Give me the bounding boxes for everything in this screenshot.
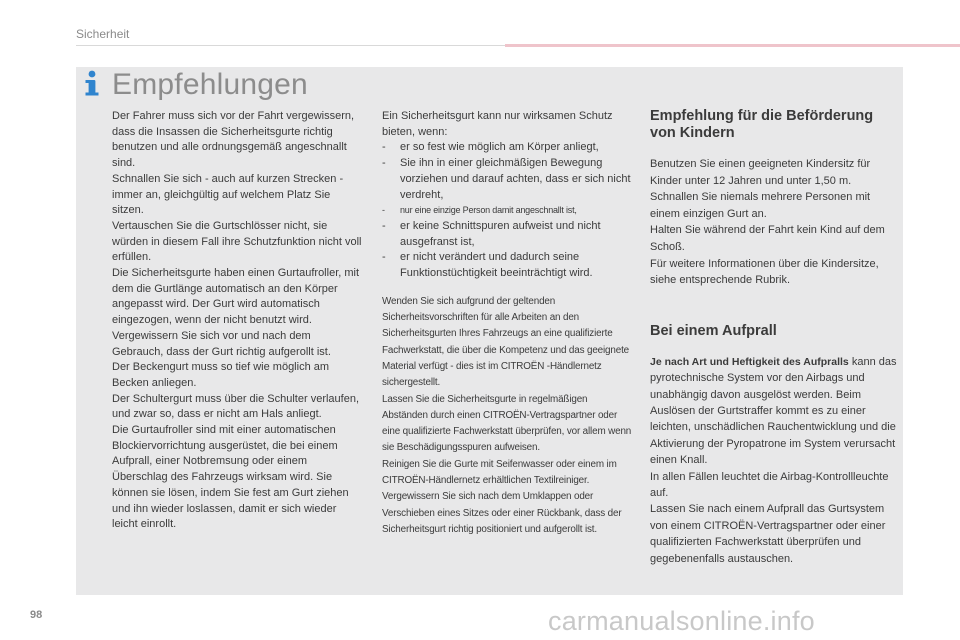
page-header-title: Sicherheit (76, 27, 130, 41)
column-children-impact (650, 108, 900, 567)
paragraph: Benutzen Sie einen geeigneten Kindersitz für Kinder unter 12 Jahren und unter 1,50 m. (650, 158, 871, 187)
paragraph: In allen Fällen leuchtet die Airbag-Kontrollleuchte auf. (650, 470, 889, 499)
children-text (650, 156, 900, 289)
paragraph: Schnallen Sie sich - auch auf kurzen Strecken - immer an, gleichgültig auf welchem Platz Sie sitzen. (112, 172, 344, 217)
watermark: carmanualsonline.info (548, 606, 815, 636)
paragraph: Wenden Sie sich aufgrund der geltenden Sicherheitsvorschriften für alle Arbeiten an den Sicherheitsgurten Ihres Fahrzeugs an eine qualifizierte Fachwerkstatt, die über die Kompetenz und das geeignete Material verfügt - dies ist im CITROËN -Händlernetz sichergestellt. (382, 295, 630, 389)
page-number: 98 (30, 609, 43, 621)
paragraph: Vergewissern Sie sich vor und nach dem Gebrauch, dass der Gurt richtig aufgerollt ist. (112, 329, 331, 358)
maintenance-text (382, 294, 632, 538)
paragraph: Vergewissern Sie sich nach dem Umklappen oder Verschieben eines Sitzes oder einer Rückbank, dass der Sicherheitsgurt richtig positioniert und aufgerollt ist. (382, 491, 622, 535)
paragraph: Die Gurtaufroller sind mit einer automatischen Blockiervorrichtung ausgerüstet, die bei einem Aufprall, einer Notbremsung oder einem Überschlag des Fahrzeugs wirksam wird. Sie können sie lösen, indem Sie fest am Gurt ziehen und ihn wieder loslassen, damit er sich wieder leicht einrollt. (112, 424, 349, 531)
paragraph: Der Fahrer muss sich vor der Fahrt vergewissern, dass die Insassen die Sicherheitsgurte richtig benutzen und alle ordnungsgemäß angeschnallt sind. (112, 110, 355, 170)
list-item: - er keine Schnittspuren aufweist und nicht ausgefranst ist, (382, 219, 632, 250)
impact-heading: Bei einem Aufprall (650, 322, 777, 339)
header-accent-bar (505, 44, 960, 47)
list-item: - er so fest wie möglich am Körper anliegt, (382, 140, 632, 156)
paragraph: Halten Sie während der Fahrt kein Kind auf dem Schoß. (650, 224, 885, 253)
paragraph: Reinigen Sie die Gurte mit Seifenwasser oder einem im CITROËN-Händlernetz erhältlichen Textilreiniger. (382, 458, 617, 486)
conditions-intro: Ein Sicherheitsgurt kann nur wirksamen Schutz bieten, wenn: (382, 110, 613, 138)
column-belt-conditions (382, 109, 632, 538)
section-title: Empfehlungen (112, 68, 308, 101)
conditions-list (382, 140, 632, 281)
column-general-advice (112, 109, 362, 533)
children-heading: Empfehlung für die Beförderung von Kindern (650, 108, 874, 141)
impact-body: kann das pyrotechnische System vor den Airbags und unabhängig davon ausgelöst werden. Beim Auslösen der Gurtstraffer kommt es zu einer leichten, unschädlichen Rauchentwicklung und die Aktivierung der Pyropatrone im System verursacht einen Knall. (650, 355, 897, 467)
paragraph: Der Schultergurt muss über die Schulter verlaufen, und zwar so, dass er nicht am Hals anliegt. (112, 392, 360, 421)
impact-text (650, 354, 900, 567)
paragraph (650, 354, 900, 469)
impact-lead: Je nach Art und Heftigkeit des Aufpralls (650, 355, 849, 368)
paragraph: Schnallen Sie niemals mehrere Personen mit einem einzigen Gurt an. (650, 191, 871, 220)
paragraph: Vertauschen Sie die Gurtschlösser nicht, sie würden in diesem Fall ihre Schutzfunktion nicht voll erfüllen. (112, 219, 362, 264)
info-icon (80, 69, 104, 97)
list-item: - nur eine einzige Person damit angeschnallt ist, (382, 203, 632, 219)
list-item: - er nicht verändert und dadurch seine Funktionstüchtigkeit beeinträchtigt wird. (382, 250, 632, 281)
paragraph: Für weitere Informationen über die Kindersitze, siehe entsprechende Rubrik. (650, 257, 879, 287)
list-item: - Sie ihn in einer gleichmäßigen Bewegung vorziehen und darauf achten, dass er sich nicht verdreht, (382, 156, 632, 203)
paragraph: Lassen Sie nach einem Aufprall das Gurtsystem von einem CITROËN-Vertragspartner oder einer qualifizierten Fachwerkstatt überprüfen und gegebenenfalls austauschen. (650, 503, 886, 565)
paragraph: Die Sicherheitsgurte haben einen Gurtaufroller, mit dem die Gurtlänge automatisch an den Körper angepasst wird. Der Gurt wird automatisch eingezogen, wenn der nicht benutzt wird. (112, 267, 360, 327)
paragraph: Der Beckengurt muss so tief wie möglich am Becken anliegen. (112, 361, 330, 389)
paragraph: Lassen Sie die Sicherheitsgurte in regelmäßigen Abständen durch einen CITROËN-Vertragspartner oder eine qualifizierte Fachwerkstatt überprüfen, vor allem wenn sie Beschädigungsspuren aufweisen. (382, 393, 632, 454)
